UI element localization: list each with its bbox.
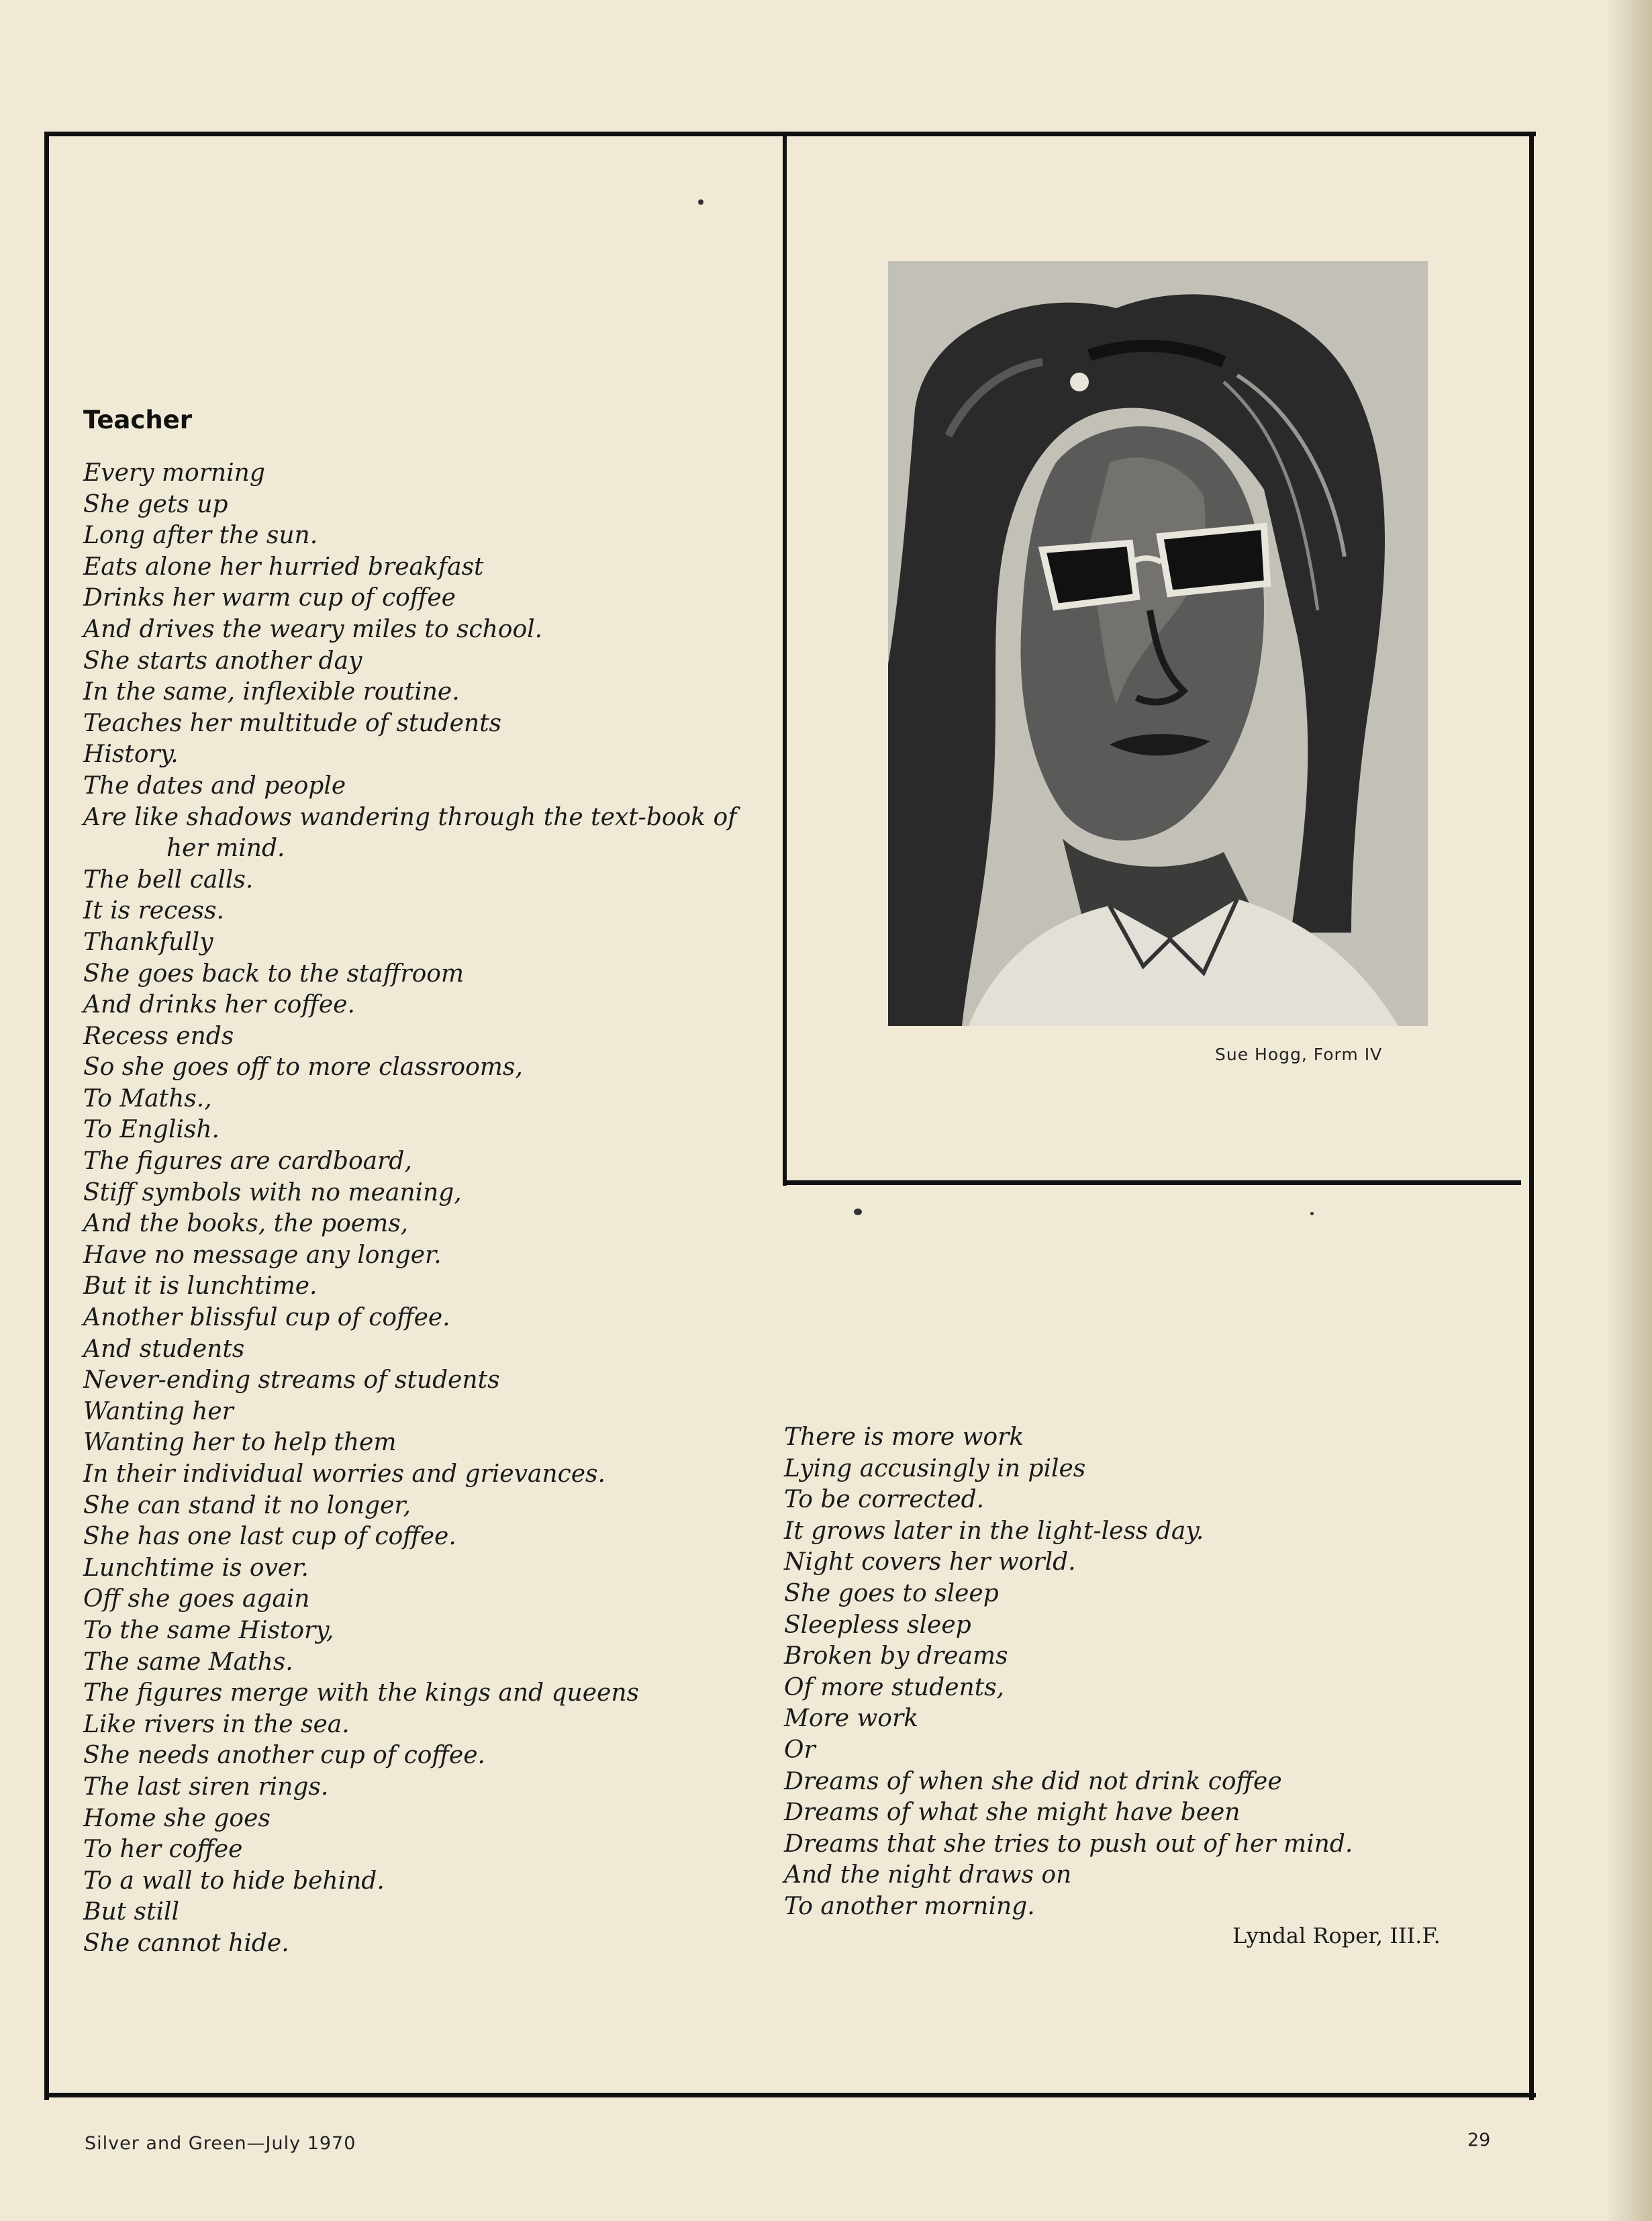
poem-line: More work [784,1705,919,1733]
poem-line: She cannot hide. [83,1929,289,1957]
poem-line: She goes to sleep [784,1579,999,1607]
poem-line: It grows later in the light-less day. [784,1517,1204,1545]
poem-line: And drinks her coffee. [83,991,355,1019]
poem-line: Long after the sun. [83,522,318,550]
poem-line: She needs another cup of coffee. [83,1742,485,1770]
poem-line: Like rivers in the sea. [83,1710,350,1738]
poem-line: Are like shadows wandering through the text-book of [83,803,737,831]
ink-portrait-illustration-icon [888,261,1428,1026]
ink-speck [1310,1212,1314,1215]
frame-left-rule [44,132,49,2100]
poem-line: Wanting her [83,1397,234,1425]
illustration-caption: Sue Hogg, Form IV [1215,1045,1383,1064]
poem-line: Stiff symbols with no meaning, [83,1178,462,1207]
poem-line: her mind. [166,835,285,863]
poem-line: To be corrected. [784,1486,985,1514]
poem-line: In their individual worries and grievances. [83,1460,605,1488]
poem-line: Dreams of when she did not drink coffee [784,1767,1282,1795]
frame-bottom-rule [44,2093,1536,2097]
poem-line: She gets up [83,490,228,518]
poem-line: Every morning [83,459,265,487]
portrait-illustration [888,261,1428,1026]
ink-speck [698,199,703,205]
poem-line: To another morning. [784,1892,1035,1920]
poem-line: Another blissful cup of coffee. [83,1304,450,1332]
poem-line: Home she goes [83,1804,271,1832]
poem-line: Night covers her world. [784,1548,1076,1576]
poem-left-column [83,458,736,1960]
poem-line: Thankfully [83,928,213,956]
ink-speck [854,1209,862,1215]
poem-right-column [784,1422,1353,1923]
poem-line: Dreams of what she might have been [784,1799,1241,1827]
poem-author: Lyndal Roper, III.F. [1232,1923,1441,1948]
poem-line: Of more students, [784,1673,1005,1701]
poem-line: Have no message any longer. [83,1241,442,1269]
poem-title: Teacher [83,406,193,434]
poem-line: To the same History, [83,1616,334,1644]
poem-line: The figures are cardboard, [83,1147,412,1176]
poem-line: And drives the weary miles to school. [83,615,543,643]
poem-line: Lying accusingly in piles [784,1454,1086,1482]
poem-line: To her coffee [83,1836,243,1864]
poem-line: Drinks her warm cup of coffee [83,584,456,612]
footer-publication: Silver and Green—July 1970 [85,2133,356,2154]
poem-line: She goes back to the staffroom [83,959,465,988]
poem-line: Lunchtime is over. [83,1554,309,1582]
poem-line: It is recess. [83,897,224,925]
poem-line: To English. [83,1116,220,1144]
poem-line: She can stand it no longer, [83,1491,411,1519]
poem-line: Off she goes again [83,1585,310,1613]
page-number: 29 [1467,2130,1491,2151]
poem-line: Broken by dreams [784,1642,1008,1670]
poem-line: Wanting her to help them [83,1429,397,1457]
poem-line: History. [83,741,179,769]
poem-line: And the night draws on [784,1861,1072,1889]
poem-line: So she goes off to more classrooms, [83,1053,523,1082]
poem-line: The last siren rings. [83,1773,329,1801]
poem-line: There is more work [784,1423,1024,1451]
poem-line: And students [83,1335,245,1363]
poem-line: Teaches her multitude of students [83,709,502,737]
poem-line: She has one last cup of coffee. [83,1523,456,1551]
poem-line: To Maths., [83,1084,212,1113]
poem-line: To a wall to hide behind. [83,1866,385,1895]
poem-line: The same Maths. [83,1648,293,1676]
poem-line: The figures merge with the kings and queens [83,1679,639,1707]
illustration-box-left-rule [783,132,787,1186]
poem-line: The bell calls. [83,865,254,894]
poem-line: But still [83,1898,180,1926]
frame-right-rule [1529,132,1534,2100]
frame-top-rule [44,132,1536,136]
poem-line: Recess ends [83,1022,234,1050]
poem-line: Dreams that she tries to push out of her mind. [784,1830,1353,1858]
page-edge-shadow [1605,0,1652,2221]
poem-line: But it is lunchtime. [83,1272,318,1301]
poem-line: Or [784,1736,816,1764]
poem-line: Sleepless sleep [784,1611,971,1639]
poem-line: In the same, inflexible routine. [83,678,460,706]
illustration-box-bottom-rule [783,1180,1521,1185]
poem-line: Eats alone her hurried breakfast [83,553,484,581]
poem-line: And the books, the poems, [83,1210,409,1238]
poem-line: The dates and people [83,771,346,800]
poem-line: Never-ending streams of students [83,1366,500,1395]
poem-line: She starts another day [83,647,362,675]
